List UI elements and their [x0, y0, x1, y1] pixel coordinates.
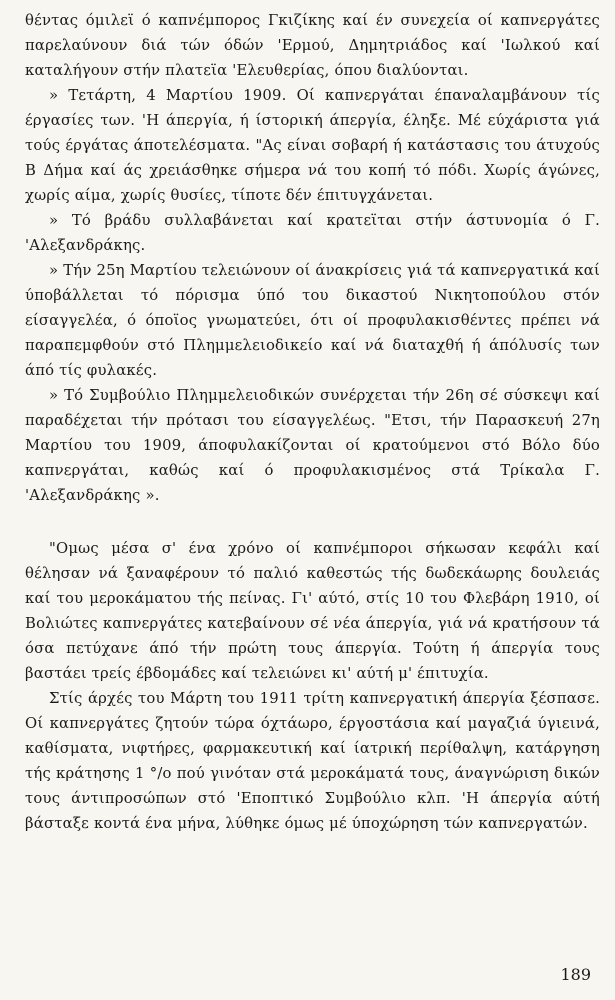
paragraph: Στίς άρχές του Μάρτη του 1911 τρίτη καπνεργατική άπεργία ξέσπασε. Οί καπνεργάτες ζητούν τώρα όχτάωρο, έργοστάσια καί μαγαζιά ύγιεινά, καθίσματα, νιφτήρες, φαρμακευτική καί ίατρική περίθαλψη, κατάργηση τής κράτησης 1 °/ο πού γινόταν στά μεροκάματά τους, άναγνώριση δικών τους άντιπροσώπων στό 'Εποπτικό Συμβούλιο κλπ. 'Η άπεργία αύτή βάσταξε κοντά ένα μήνα, λύθηκε όμως μέ ύποχώρηση τών καπνεργατών. [25, 690, 600, 832]
paragraph: » Τό βράδυ συλλαβάνεται καί κρατεϊται στήν άστυνομία ό Γ. 'Αλεξανδράκης. [25, 212, 600, 254]
paragraph: » Τετάρτη, 4 Μαρτίου 1909. Οί καπνεργάται έπαναλαμβάνουν τίς έργασίες των. 'Η άπεργία, ή ίστορική άπεργία, έληξε. Μέ εύχάριστα γιά τούς έργάτας άποτελέσματα. "Ας είναι σοβαρή ή κατάστασις του άτυχούς Β Δήμα καί άς χρειάσθηκε σήμερα νά του κοπή τό πόδι. Χωρίς άγώνες, χωρίς αίμα, χωρίς θυσίες, τίποτε δέν έπιτυγχάνεται. [25, 87, 600, 204]
section-gap [25, 508, 600, 536]
page-number: 189 [560, 965, 591, 984]
page-body [25, 8, 600, 836]
paragraph: θέντας όμιλεϊ ό καπνέμπορος Γκιζίκης καί έν συνεχεία οί καπνεργάτες παρελαύνουν διά τών όδών 'Ερμού, Δημητριάδος καί 'Ιωλκού καί καταλήγουν στήν πλατεϊα 'Ελευθερίας, όπου διαλύονται. [25, 12, 600, 79]
paragraph: » Τήν 25η Μαρτίου τελειώνουν οί άνακρίσεις γιά τά καπνεργατικά καί ύποβάλλεται τό πόρισμα ύπό του δικαστού Νικητοπούλου στόν είσαγγελέα, ό όποϊος γνωματεύει, ότι οί προφυλακισθέντες πρέπει νά παραπεμφθούν στό Πλημμελειοδικείο καί νά διαταχθή ή άπόλυσίς των άπό τίς φυλακές. [25, 262, 600, 379]
paragraph: "Ομως μέσα σ' ένα χρόνο οί καπνέμποροι σήκωσαν κεφάλι καί θέλησαν νά ξαναφέρουν τό παλιό καθεστώς τής δωδεκάωρης δουλειάς καί του μεροκάματου τής πείνας. Γι' αύτό, στίς 10 του Φλεβάρη 1910, οί Βολιώτες καπνεργάτες κατεβαίνουν σέ νέα άπεργία, γιά νά κρατήσουν τά όσα πετύχανε άπό τήν πρώτη τους άπεργία. Τούτη ή άπεργία τους βαστάει τρείς έβδομάδες καί τελειώνει κι' αύτή μ' έπιτυχία. [25, 540, 600, 682]
paragraph: » Τό Συμβούλιο Πλημμελειοδικών συνέρχεται τήν 26η σέ σύσκεψι καί παραδέχεται τήν πρότασι του είσαγγελέως. "Ετσι, τήν Παρασκευή 27η Μαρτίου του 1909, άποφυλακίζονται οί κρατούμενοι στό Βόλο δύο καπνεργάται, καθώς καί ό προφυλακισμένος στά Τρίκαλα Γ. 'Αλεξανδράκης ». [25, 387, 600, 504]
